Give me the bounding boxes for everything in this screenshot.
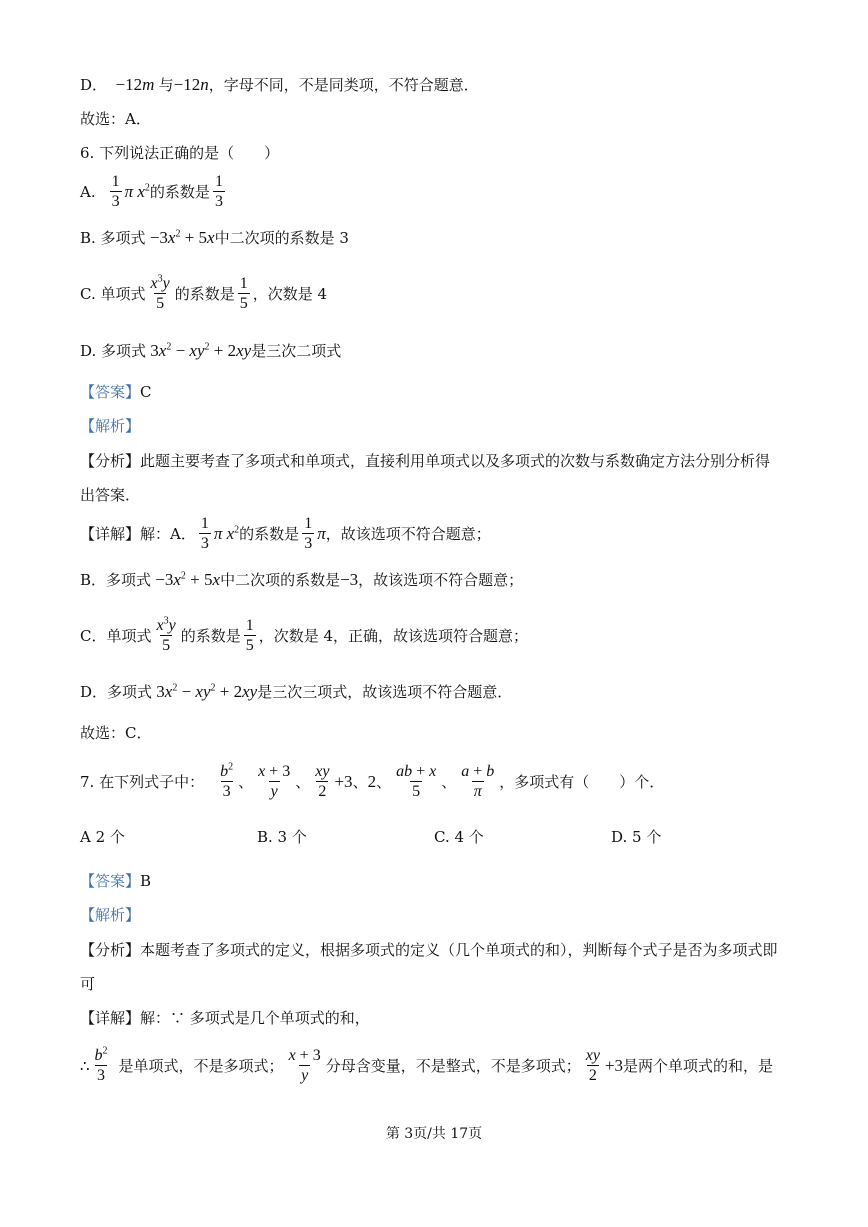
q6-xiangjie-a: 【详解】 解：A． $\frac{1}{3}$ π $x^2$ 的系数是 $\frac{1}{3}$ π ，故该选项不符合题意；	[80, 515, 491, 552]
fraction: $\frac{1}{3}$	[200, 515, 209, 552]
q6-fenxi: 【分析】 此题主要考查了多项式和单项式，直接利用单项式以及多项式的次数与系数确定方法分别分析得	[80, 452, 771, 470]
fraction: $\frac{b^2}{3}$	[220, 761, 234, 800]
fraction: $\frac{b^2}{3}$	[94, 1045, 108, 1084]
math-expr: $3x^2 - xy^2 + 2xy$	[152, 681, 258, 701]
math-expr: −3	[340, 569, 359, 589]
fraction: $\frac{1}{3}$	[214, 173, 223, 210]
q7-option-b: B. 3 个	[257, 827, 307, 846]
q7-xiangjie: 【详解】 解：∵ 多项式是几个单项式的和，	[80, 1009, 370, 1027]
math-expr: $3x^2 - xy^2 + 2xy$	[146, 340, 252, 360]
q7-fenxi: 【分析】 本题考查了多项式的定义，根据多项式的定义（几个单项式的和），判断每个式子是否为多项式即	[80, 941, 778, 959]
q5-option-d: D． −12m 与 −12n ，字母不同，不是同类项，不符合题意．	[80, 74, 479, 94]
fraction: $\frac{x + 3}{y}$	[258, 763, 291, 800]
q7-option-a: A 2 个	[80, 827, 125, 846]
q6-answer: 【答案】 C	[80, 382, 152, 401]
fraction: $\frac{x + 3}{y}$	[288, 1047, 321, 1084]
fraction: $\frac{ab + x}{5}$	[396, 763, 437, 800]
fraction: $\frac{1}{3}$	[111, 173, 120, 210]
q6-xiangjie-b: B．多项式 $-3x^2 + 5x$ 中二次项的系数是 −3 ，故该选项不符合题意；	[80, 569, 524, 589]
math-expr: −12n	[173, 74, 209, 94]
q7-stem: 7. 在下列式子中： $\frac{b^2}{3}$ 、 $\frac{x + 3}{y}$ 、 $\frac{xy}{2}$ +3 、 2 、 $\frac{ab + x}{5}$ 、 $\frac{a + b}{\pi}$ ，多项式有（ ）个．	[80, 761, 665, 800]
q7-fenxi-cont: 可	[80, 975, 96, 993]
q7-option-d: D. 5 个	[611, 827, 662, 846]
math-expr: π $x^2$	[124, 181, 150, 201]
q7-analysis-tag: 【解析】	[80, 906, 141, 924]
fraction: $\frac{xy}{2}$	[315, 763, 330, 800]
q6-xiangjie-d: D．多项式 $3x^2 - xy^2 + 2xy$ 是三次三项式，故该选项不符合题意．	[80, 681, 513, 701]
fraction: $\frac{x^3y}{5}$	[156, 615, 176, 654]
math-expr: π $x^2$	[213, 523, 240, 543]
math-expr: +3	[334, 771, 353, 791]
q5-choose: 故选：A．	[80, 110, 151, 128]
q6-option-b: B. 多项式 $-3x^2 + 5x$ 中二次项的系数是 3	[80, 227, 349, 247]
q6-choose: 故选：C．	[80, 724, 152, 742]
math-expr: π	[317, 523, 326, 543]
q7-xiangjie-2: ∴ $\frac{b^2}{3}$ 是单项式，不是多项式； $\frac{x + 3}{y}$ 分母含变量，不是整式，不是多项式； $\frac{xy}{2}$ +3 是两个单项式的和，是	[80, 1045, 774, 1084]
page-footer: 第 3页/共 17页	[385, 1126, 483, 1142]
math-expr: +3	[604, 1055, 624, 1075]
math-expr: $-3x^2 + 5x$	[145, 227, 215, 247]
fraction: $\frac{a + b}{\pi}$	[461, 763, 495, 800]
q6-option-a: A. $\frac{1}{3}$ π $x^2$ 的系数是 $\frac{1}{3}$	[80, 173, 223, 210]
fraction: $\frac{1}{5}$	[239, 275, 248, 312]
q7-option-c: C. 4 个	[434, 827, 484, 846]
q6-stem: 6. 下列说法正确的是（ ）	[80, 144, 280, 162]
q7-answer: 【答案】 B	[80, 871, 152, 890]
fraction: $\frac{1}{5}$	[245, 617, 254, 654]
q7-options	[80, 826, 780, 846]
q6-analysis-tag: 【解析】	[80, 417, 141, 435]
fraction: $\frac{x^3y}{5}$	[150, 273, 170, 312]
q6-fenxi-cont: 出答案．	[80, 486, 141, 504]
fraction: $\frac{1}{3}$	[304, 515, 313, 552]
q6-xiangjie-c: C．单项式 $\frac{x^3y}{5}$ 的系数是 $\frac{1}{5}$ ，次数是 4，正确，故该选项符合题意；	[80, 615, 529, 654]
q6-option-d: D. 多项式 $3x^2 - xy^2 + 2xy$ 是三次二项式	[80, 340, 342, 360]
math-expr: −12m	[107, 74, 155, 94]
math-expr: $-3x^2 + 5x$	[151, 569, 221, 589]
fraction: $\frac{xy}{2}$	[585, 1047, 600, 1084]
q6-option-c: C. 单项式 $\frac{x^3y}{5}$ 的系数是 $\frac{1}{5}$ ，次数是 4	[80, 273, 328, 312]
